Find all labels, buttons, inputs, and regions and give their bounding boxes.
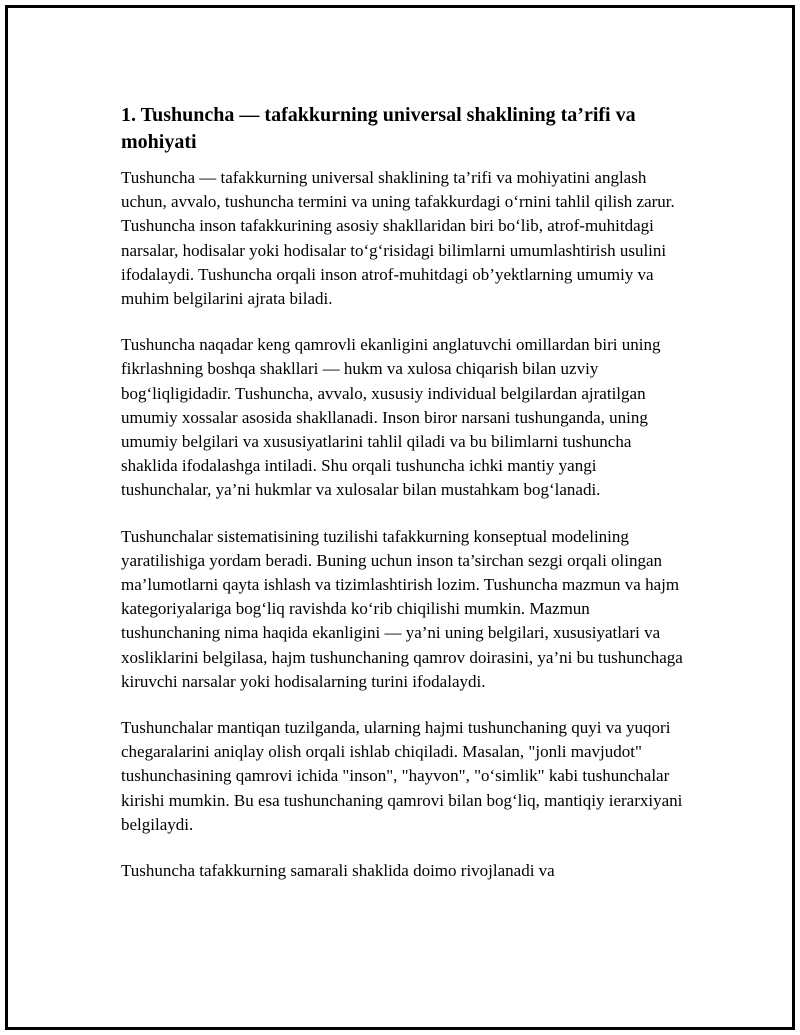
paragraph-4: Tushunchalar mantiqan tuzilganda, ularning hajmi tushunchaning quyi va yuqori chegaralarini aniqlay olish orqali ishlab chiqiladi. Masalan, "jonli mavjudot" tushunchasining qamrovi ichida "inson", "hayvon", "o‘simlik" kabi tushunchalar kirishi mumkin. Bu esa tushunchaning qamrovi bilan bog‘liq, mantiqiy ierarxiyani belgilaydi.	[121, 718, 683, 834]
paragraph-1: Tushuncha — tafakkurning universal shaklining ta’rifi va mohiyatini anglash uchun, avvalo, tushuncha termini va uning tafakkurdagi o‘rnini tahlil qilish zarur. Tushuncha inson tafakkurining asosiy shakllaridan biri bo‘lib, atrof-muhitdagi narsalar, hodisalar yoki hodisalar to‘g‘risidagi bilimlarni umumlashtirish usulini ifodalaydi. Tushuncha orqali inson atrof-muhitdagi ob’yektlarning umumiy va muhim belgilarini ajrata biladi.	[121, 168, 675, 309]
section-heading: 1. Tushuncha — tafakkurning universal shaklining ta’rifi va mohiyati	[121, 104, 636, 153]
document-body	[121, 102, 691, 905]
paragraph-3: Tushunchalar sistematisining tuzilishi tafakkurning konseptual modelining yaratilishiga yordam beradi. Buning uchun inson ta’sirchan sezgi orqali olingan ma’lumotlarni qayta ishlash va tizimlashtirish lozim. Tushuncha mazmun va hajm kategoriyalariga bog‘liq ravishda ko‘rib chiqilishi mumkin. Mazmun tushunchaning nima haqida ekanligini — ya’ni uning belgilari, xususiyatlari va xosliklarini belgilasa, hajm tushunchaning qamrov doirasini, ya’ni bu tushunchaga kiruvchi narsalar yoki hodisalarning turini ifodalaydi.	[121, 526, 683, 691]
paragraph-5: Tushuncha tafakkurning samarali shaklida doimo rivojlanadi va	[121, 861, 555, 881]
page-frame	[5, 5, 795, 1030]
paragraph-2: Tushuncha naqadar keng qamrovli ekanligini anglatuvchi omillardan biri uning fikrlashning boshqa shakllari — hukm va xulosa chiqarish bilan uzviy bog‘liqligidadir. Tushuncha, avvalo, xususiy individual belgilardan ajratilgan umumiy xossalar asosida shakllanadi. Inson biror narsani tushunganda, uning umumiy belgilari va xususiyatlarini tahlil qiladi va bu bilimlarni tushuncha shaklida ifodalashga intiladi. Shu orqali tushuncha ichki mantiy yangi tushunchalar, ya’ni hukmlar va xulosalar bilan mustahkam bog‘lanadi.	[121, 335, 661, 500]
